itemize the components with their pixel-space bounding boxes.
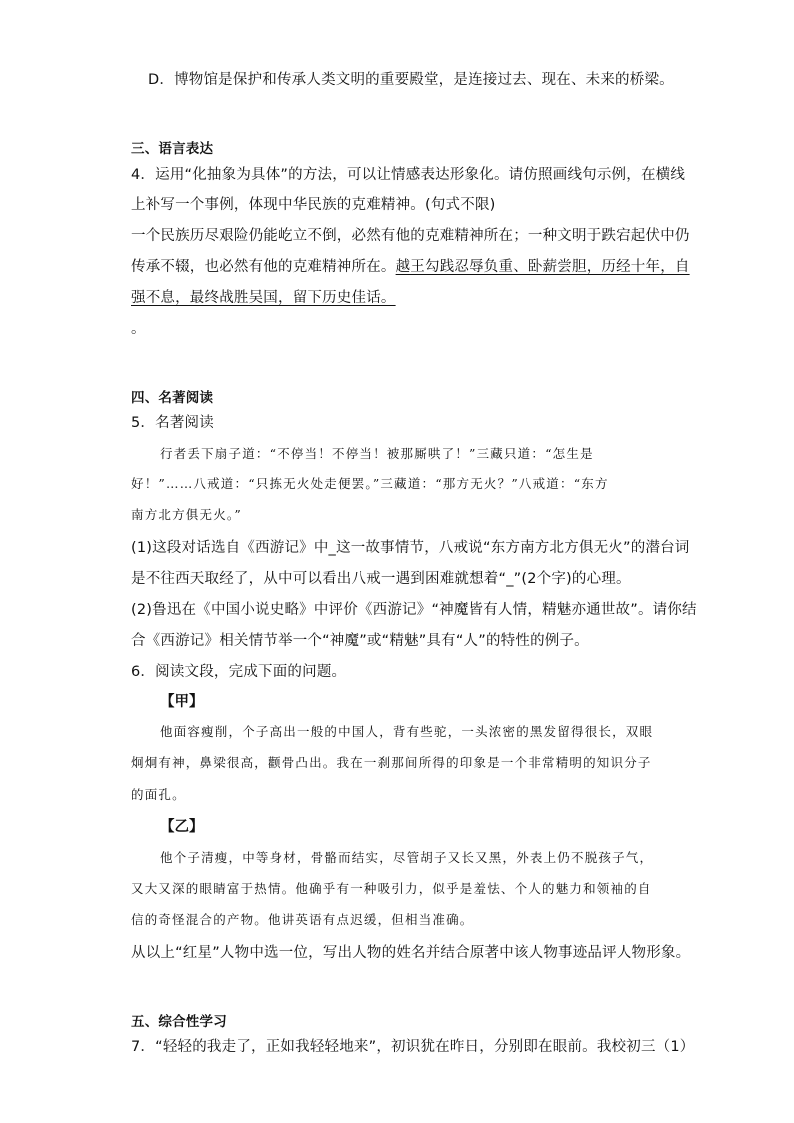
q4-answer-blank: 。 <box>131 321 146 337</box>
q4-line1: 4．运用“化抽象为具体”的方法，可以让情感表达形象化。请仿照画线句示例，在横线 <box>131 167 686 183</box>
jia-line2: 炯炯有神，鼻梁很高，颧骨凸出。我在一刹那间所得的印象是一个非常精明的知识分子 <box>131 755 652 770</box>
q3-option-d: D．博物馆是保护和传承人类文明的重要殿堂，是连接过去、现在、未来的桥梁。 <box>148 72 674 88</box>
q5-sub2-line1: (2)鲁迅在《中国小说史略》中评价《西游记》“神魔皆有人情，精魅亦通世故”。请你结 <box>131 602 697 618</box>
q5-quote-line1: 行者丢下扇子道：“不停当！不停当！被那厮哄了！”三藏只道：“怎生是 <box>160 446 594 461</box>
q4-line2: 上补写一个事例，体现中华民族的克难精神。(句式不限) <box>131 197 496 213</box>
q5-sub1-line2: 是不往西天取经了，从中可以看出八戒一遇到困难就想着“_”(2个字)的心理。 <box>131 571 631 587</box>
q4-line4-plain: 传承不辍，也必然有他的克难精神所在。 <box>131 259 396 275</box>
q4-underlined-example-part1: 越王勾践忍辱负重、卧薪尝胆，历经十年，自 <box>395 259 690 275</box>
q6-title: 6．阅读文段，完成下面的问题。 <box>131 664 347 680</box>
q5-title: 5．名著阅读 <box>131 415 214 431</box>
q6-prompt: 从以上“红星”人物中选一位，写出人物的姓名并结合原著中该人物事迹品评人物形象。 <box>131 945 691 961</box>
q4-line5 <box>131 286 396 307</box>
jia-line3: 的面孔。 <box>131 787 186 802</box>
jia-line1: 他面容瘦削，个子高出一般的中国人，背有些驼，一头浓密的黑发留得很长，双眼 <box>160 724 654 739</box>
q7-line1: 7．“轻轻的我走了，正如我轻轻地来”，初识犹在昨日，分别即在眼前。我校初三（1） <box>131 1039 695 1055</box>
yi-label: 【乙】 <box>160 819 204 835</box>
section5-heading: 五、综合性学习 <box>131 1014 227 1030</box>
q5-quote-line3: 南方北方俱无火。” <box>131 507 242 522</box>
q5-sub1-line1: (1)这段对话选自《西游记》中_这一故事情节，八戒说“东方南方北方俱无火”的潜台词 <box>131 540 690 556</box>
q5-sub2-line2: 合《西游记》相关情节举一个“神魔”或“精魅”具有“人”的特性的例子。 <box>131 633 589 649</box>
yi-line2: 又大又深的眼睛富于热情。他确乎有一种吸引力，似乎是羞怯、个人的魅力和领袖的自 <box>131 881 652 896</box>
q5-quote-line2: 好！”……八戒道：“只拣无火处走便罢。”三藏道：“那方无火？”八戒道：“东方 <box>131 476 609 491</box>
yi-line1: 他个子清瘦，中等身材，骨骼而结实，尽管胡子又长又黑，外表上仍不脱孩子气， <box>160 850 654 865</box>
q4-underlined-example-part2: 强不息，最终战胜吴国，留下历史佳话。 <box>131 290 396 306</box>
q4-line3: 一个民族历尽艰险仍能屹立不倒，必然有他的克难精神所在；一种文明于跌宕起伏中仍 <box>131 228 690 244</box>
yi-line3: 信的奇怪混合的产物。他讲英语有点迟缓，但相当准确。 <box>131 912 474 927</box>
q4-line4 <box>131 255 690 276</box>
jia-label: 【甲】 <box>160 694 204 710</box>
section4-heading: 四、名著阅读 <box>131 390 214 406</box>
section3-heading: 三、语言表达 <box>131 141 214 157</box>
